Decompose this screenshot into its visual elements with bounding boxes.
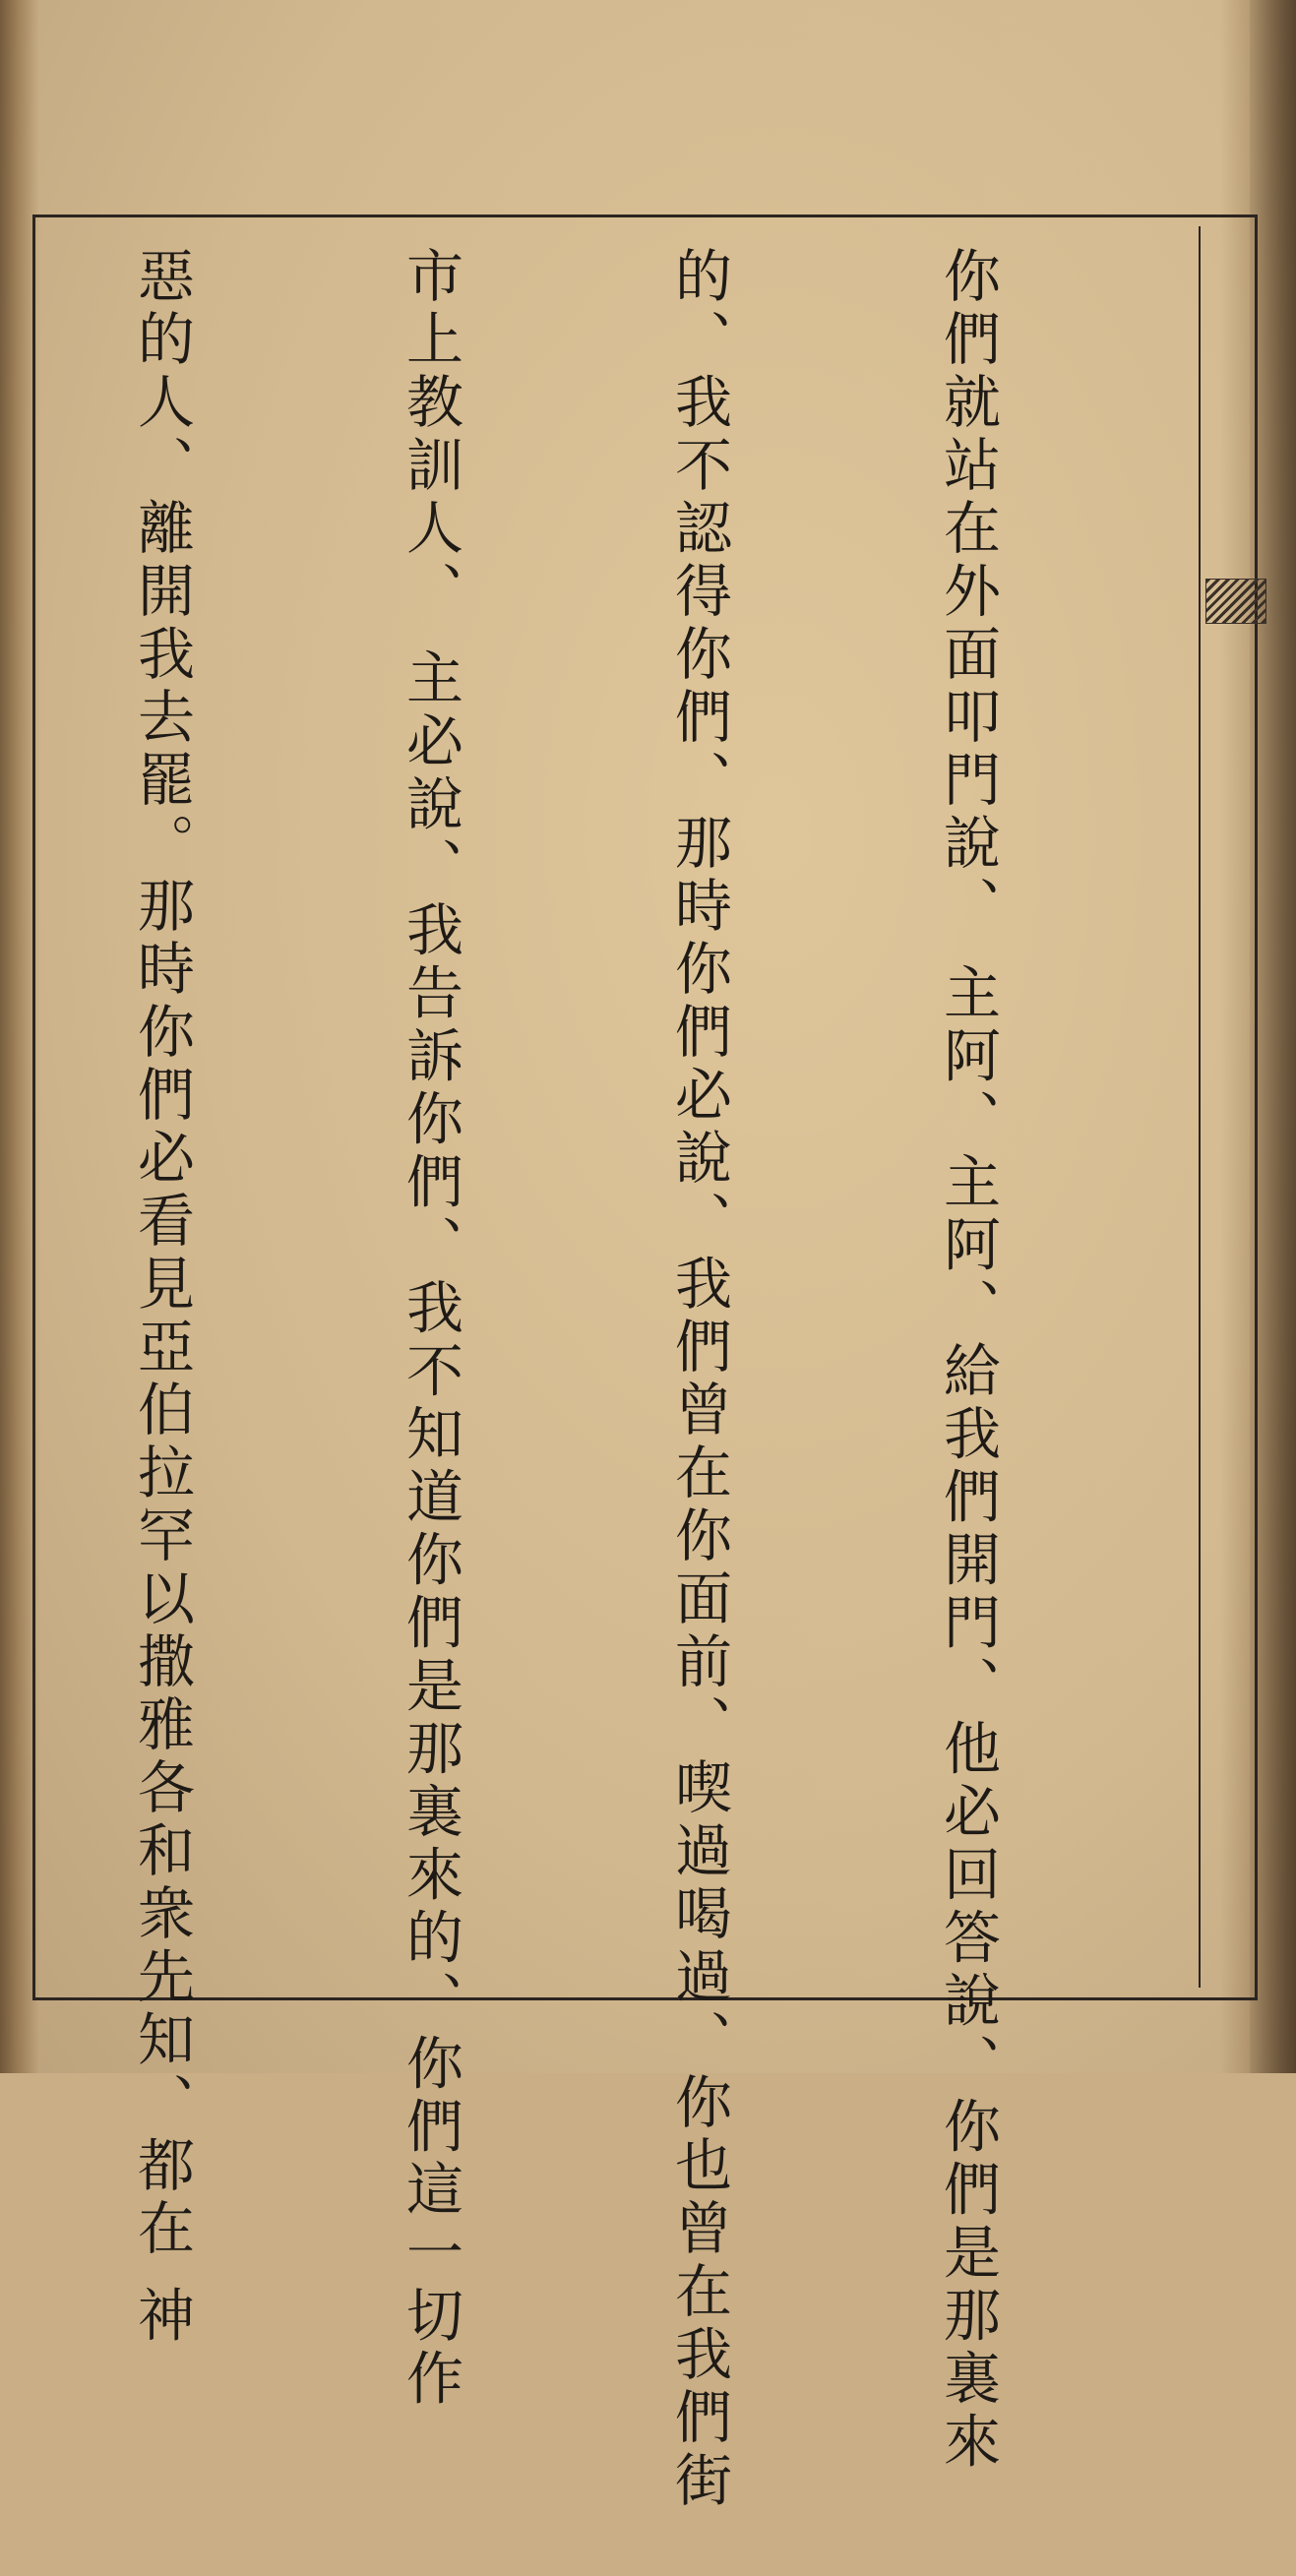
page-tab-marker (1205, 579, 1266, 624)
text-column-1: 你們就站在外面叩門說、 主阿、主阿、給我們開門、他必回答說、你們是那裏來 (934, 246, 1001, 2475)
text-column-4: 惡的人、離開我去罷。那時你們必看見亞伯拉罕以撒雅各和衆先知、都在 神 (128, 246, 195, 2349)
text-column-2: 的、我不認得你們、那時你們必說、我們曾在你面前、喫過喝過、你也曾在我們街 (665, 246, 732, 2513)
text-column-3: 市上教訓人、 主必說、我告訴你們、我不知道你們是那裏來的、你們這一切作 (397, 246, 463, 2412)
vertical-text-block (59, 246, 1191, 2513)
